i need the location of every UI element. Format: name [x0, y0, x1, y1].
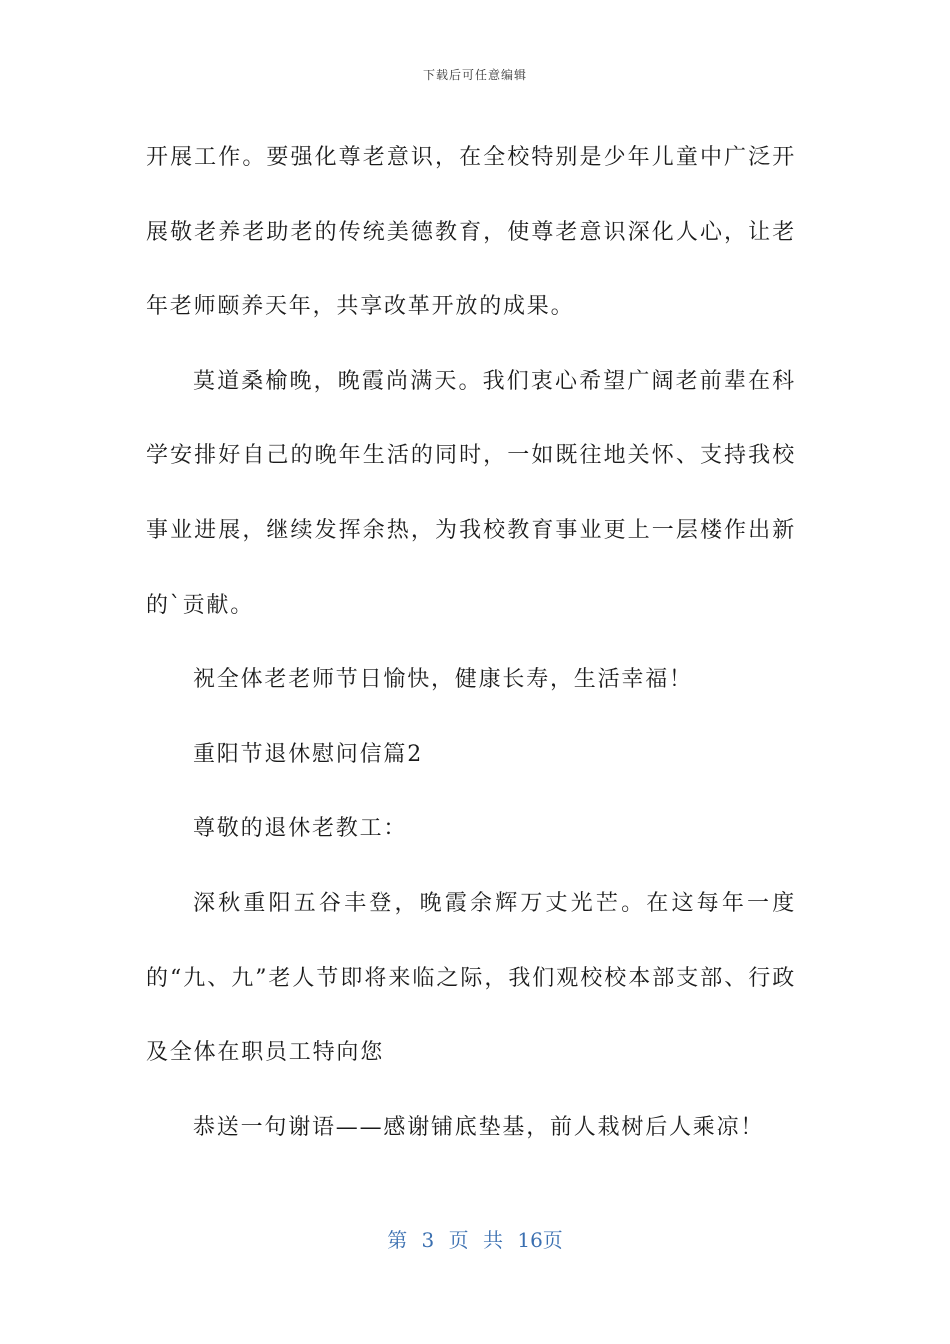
paragraph-blessing: 祝全体老老师节日愉快，健康长寿，生活幸福！: [193, 667, 693, 693]
paragraph-greeting: 深秋重阳五谷丰登，晚霞余辉万丈光芒。在这每年一度的“九、九”老人节即将来临之际，我们观校校本部支部、行政及全体在职员工特向您: [146, 890, 796, 1066]
paragraph-continuation: 开展工作。要强化尊老意识，在全校特别是少年儿童中广泛开展敬老养老助老的传统美德教育，使尊老意识深化人心，让老年老师颐养天年，共享改革开放的成果。: [146, 145, 796, 320]
document-body: [146, 121, 796, 1165]
section-title: 重阳节退休慰问信篇2: [193, 741, 423, 767]
paragraph-wish: 莫道桑榆晚，晚霞尚满天。我们衷心希望广阔老前辈在科学安排好自己的晚年生活的同时，一如既往地关怀、支持我校事业进展，继续发挥余热，为我校教育事业更上一层楼作出新的`贡献。: [146, 368, 796, 618]
page-number: 第 3 页 共 16页: [387, 1228, 563, 1252]
paragraph-thanks: 恭送一句谢语——感谢铺底垫基，前人栽树后人乘凉！: [193, 1114, 765, 1140]
page-header: 下载后可任意编辑: [422, 68, 527, 82]
salutation: 尊敬的退休老教工：: [193, 816, 408, 842]
